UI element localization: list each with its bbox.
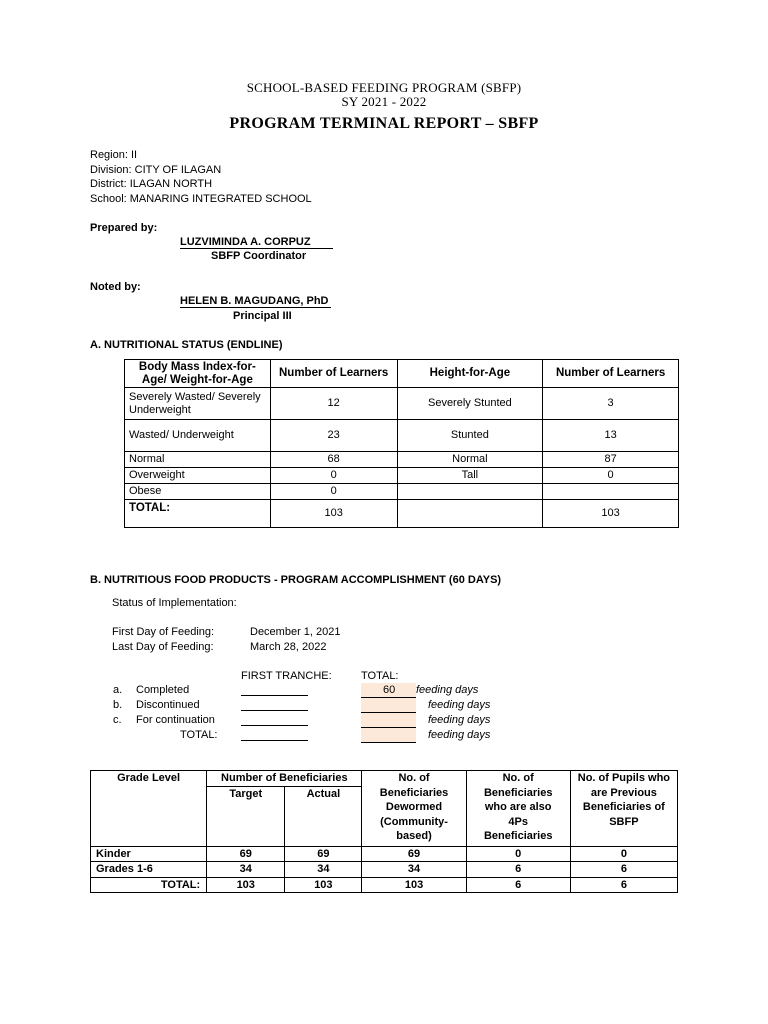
section-b-heading: B. NUTRITIOUS FOOD PRODUCTS - PROGRAM ACCOMPLISHMENT (60 DAYS) bbox=[90, 574, 502, 586]
table-row bbox=[125, 484, 679, 500]
total-label: TOTAL: bbox=[125, 500, 271, 528]
grade-cell: Kinder bbox=[91, 846, 207, 862]
bmi-cell: Normal bbox=[125, 452, 271, 468]
table-row bbox=[125, 452, 679, 468]
grade-total-label: TOTAL: bbox=[91, 877, 207, 893]
dewormed-cell: 69 bbox=[362, 846, 466, 862]
number-beneficiaries-header: Number of Beneficiaries bbox=[207, 771, 362, 787]
total-value-a: 60 bbox=[383, 684, 396, 696]
last-day-label: Last Day of Feeding: bbox=[112, 641, 214, 653]
program-title: SCHOOL-BASED FEEDING PROGRAM (SBFP) bbox=[246, 80, 522, 95]
actual-total: 103 bbox=[285, 877, 362, 893]
noted-label: Noted by: bbox=[90, 281, 141, 293]
hfa-header: Height-for-Age bbox=[397, 360, 543, 388]
noted-name-text: HELEN B. MAGUDANG, PhD bbox=[180, 295, 329, 307]
first-day-label: First Day of Feeding: bbox=[112, 626, 215, 638]
unit-b: feeding days bbox=[428, 699, 491, 711]
previous-header: No. of Pupils who are Previous Beneficiaries of SBFP bbox=[570, 771, 677, 847]
table-header-row bbox=[125, 360, 679, 388]
hfa-cell: Tall bbox=[397, 468, 543, 484]
region-line: Region: II bbox=[90, 149, 138, 161]
hfa-cell: Severely Stunted bbox=[397, 388, 543, 420]
count-cell: 87 bbox=[543, 452, 679, 468]
unit-a: feeding days bbox=[416, 684, 479, 696]
nutritional-status-table bbox=[124, 359, 679, 528]
count-cell: 3 bbox=[543, 388, 679, 420]
count-cell bbox=[543, 484, 679, 500]
bmi-cell: Obese bbox=[125, 484, 271, 500]
school-year: SY 2021 - 2022 bbox=[341, 94, 427, 109]
item-total-label: TOTAL: bbox=[180, 729, 218, 741]
count-cell: 0 bbox=[270, 468, 397, 484]
first-tranche-header: FIRST TRANCHE: bbox=[241, 670, 332, 682]
previous-total: 6 bbox=[570, 877, 677, 893]
total-field-total bbox=[361, 728, 416, 743]
target-cell: 69 bbox=[207, 846, 285, 862]
division-line: Division: CITY OF ILAGAN bbox=[90, 163, 222, 176]
count-cell: 13 bbox=[543, 420, 679, 452]
unit-total: feeding days bbox=[428, 729, 491, 741]
total-header: TOTAL: bbox=[361, 670, 399, 682]
actual-cell: 69 bbox=[285, 846, 362, 862]
status-label: Status of Implementation: bbox=[112, 597, 237, 609]
target-cell: 34 bbox=[207, 862, 285, 878]
noted-name bbox=[180, 295, 331, 307]
count-cell: 12 bbox=[270, 388, 397, 420]
fourps-cell: 0 bbox=[466, 846, 570, 862]
count-cell: 0 bbox=[270, 484, 397, 500]
bmi-cell: Overweight bbox=[125, 468, 271, 484]
fourps-total: 6 bbox=[466, 877, 570, 893]
last-day-value: March 28, 2022 bbox=[250, 641, 327, 653]
count-cell: 0 bbox=[543, 468, 679, 484]
actual-header: Actual bbox=[285, 786, 362, 846]
target-total: 103 bbox=[207, 877, 285, 893]
bmi-header: Body Mass Index-for-Age/ Weight-for-Age bbox=[125, 360, 271, 388]
prepared-name bbox=[180, 236, 333, 248]
prepared-position: SBFP Coordinator bbox=[211, 250, 307, 262]
bmi-cell: Wasted/ Underweight bbox=[125, 420, 271, 452]
tranche-blank-a bbox=[241, 684, 308, 696]
school-line: School: MANARING INTEGRATED SCHOOL bbox=[90, 192, 312, 205]
tranche-blank-c bbox=[241, 714, 308, 726]
hfa-cell: Normal bbox=[397, 452, 543, 468]
count-cell: 23 bbox=[270, 420, 397, 452]
fourps-cell: 6 bbox=[466, 862, 570, 878]
dewormed-cell: 34 bbox=[362, 862, 466, 878]
tranche-blank-total bbox=[241, 729, 308, 741]
count-cell: 68 bbox=[270, 452, 397, 468]
item-a-label: Completed bbox=[136, 684, 190, 696]
noted-position: Principal III bbox=[233, 310, 292, 322]
table-total-row bbox=[125, 500, 679, 528]
total-field-c bbox=[361, 713, 416, 728]
previous-cell: 0 bbox=[570, 846, 677, 862]
target-header: Target bbox=[207, 786, 285, 846]
prepared-name-text: LUZVIMINDA A. CORPUZ bbox=[180, 236, 333, 249]
fourps-header: No. of Beneficiaries who are also 4Ps Beneficiaries bbox=[466, 771, 570, 847]
table-row bbox=[91, 862, 678, 878]
hfa-cell bbox=[397, 500, 543, 528]
item-a-marker: a. bbox=[113, 684, 123, 696]
item-c-label: For continuation bbox=[136, 714, 215, 726]
grade-cell: Grades 1-6 bbox=[91, 862, 207, 878]
table-row bbox=[125, 388, 679, 420]
dewormed-header: No. of Beneficiaries Dewormed (Community-based) bbox=[362, 771, 466, 847]
learners-header-2: Number of Learners bbox=[543, 360, 679, 388]
total-count-1: 103 bbox=[270, 500, 397, 528]
dewormed-total: 103 bbox=[362, 877, 466, 893]
report-title: PROGRAM TERMINAL REPORT – SBFP bbox=[229, 115, 539, 132]
district-line: District: ILAGAN NORTH bbox=[90, 178, 213, 190]
table-total-row bbox=[91, 877, 678, 893]
unit-c: feeding days bbox=[428, 714, 491, 726]
previous-cell: 6 bbox=[570, 862, 677, 878]
item-c-marker: c. bbox=[113, 714, 122, 726]
total-field-b bbox=[361, 698, 416, 713]
item-b-label: Discontinued bbox=[136, 699, 200, 711]
item-b-marker: b. bbox=[113, 699, 123, 711]
total-field-a bbox=[361, 683, 416, 698]
grade-level-header: Grade Level bbox=[91, 771, 207, 847]
table-row bbox=[125, 420, 679, 452]
total-count-2: 103 bbox=[543, 500, 679, 528]
hfa-cell bbox=[397, 484, 543, 500]
table-header-row bbox=[91, 771, 678, 787]
bmi-cell: Severely Wasted/ Severely Underweight bbox=[125, 388, 271, 420]
tranche-blank-b bbox=[241, 699, 308, 711]
prepared-label: Prepared by: bbox=[90, 222, 158, 234]
hfa-cell: Stunted bbox=[397, 420, 543, 452]
actual-cell: 34 bbox=[285, 862, 362, 878]
info-block bbox=[90, 148, 312, 206]
learners-header-1: Number of Learners bbox=[270, 360, 397, 388]
first-day-value: December 1, 2021 bbox=[250, 626, 341, 638]
beneficiaries-table bbox=[90, 770, 678, 893]
table-row bbox=[125, 468, 679, 484]
section-a-heading: A. NUTRITIONAL STATUS (ENDLINE) bbox=[90, 339, 283, 351]
table-row bbox=[91, 846, 678, 862]
